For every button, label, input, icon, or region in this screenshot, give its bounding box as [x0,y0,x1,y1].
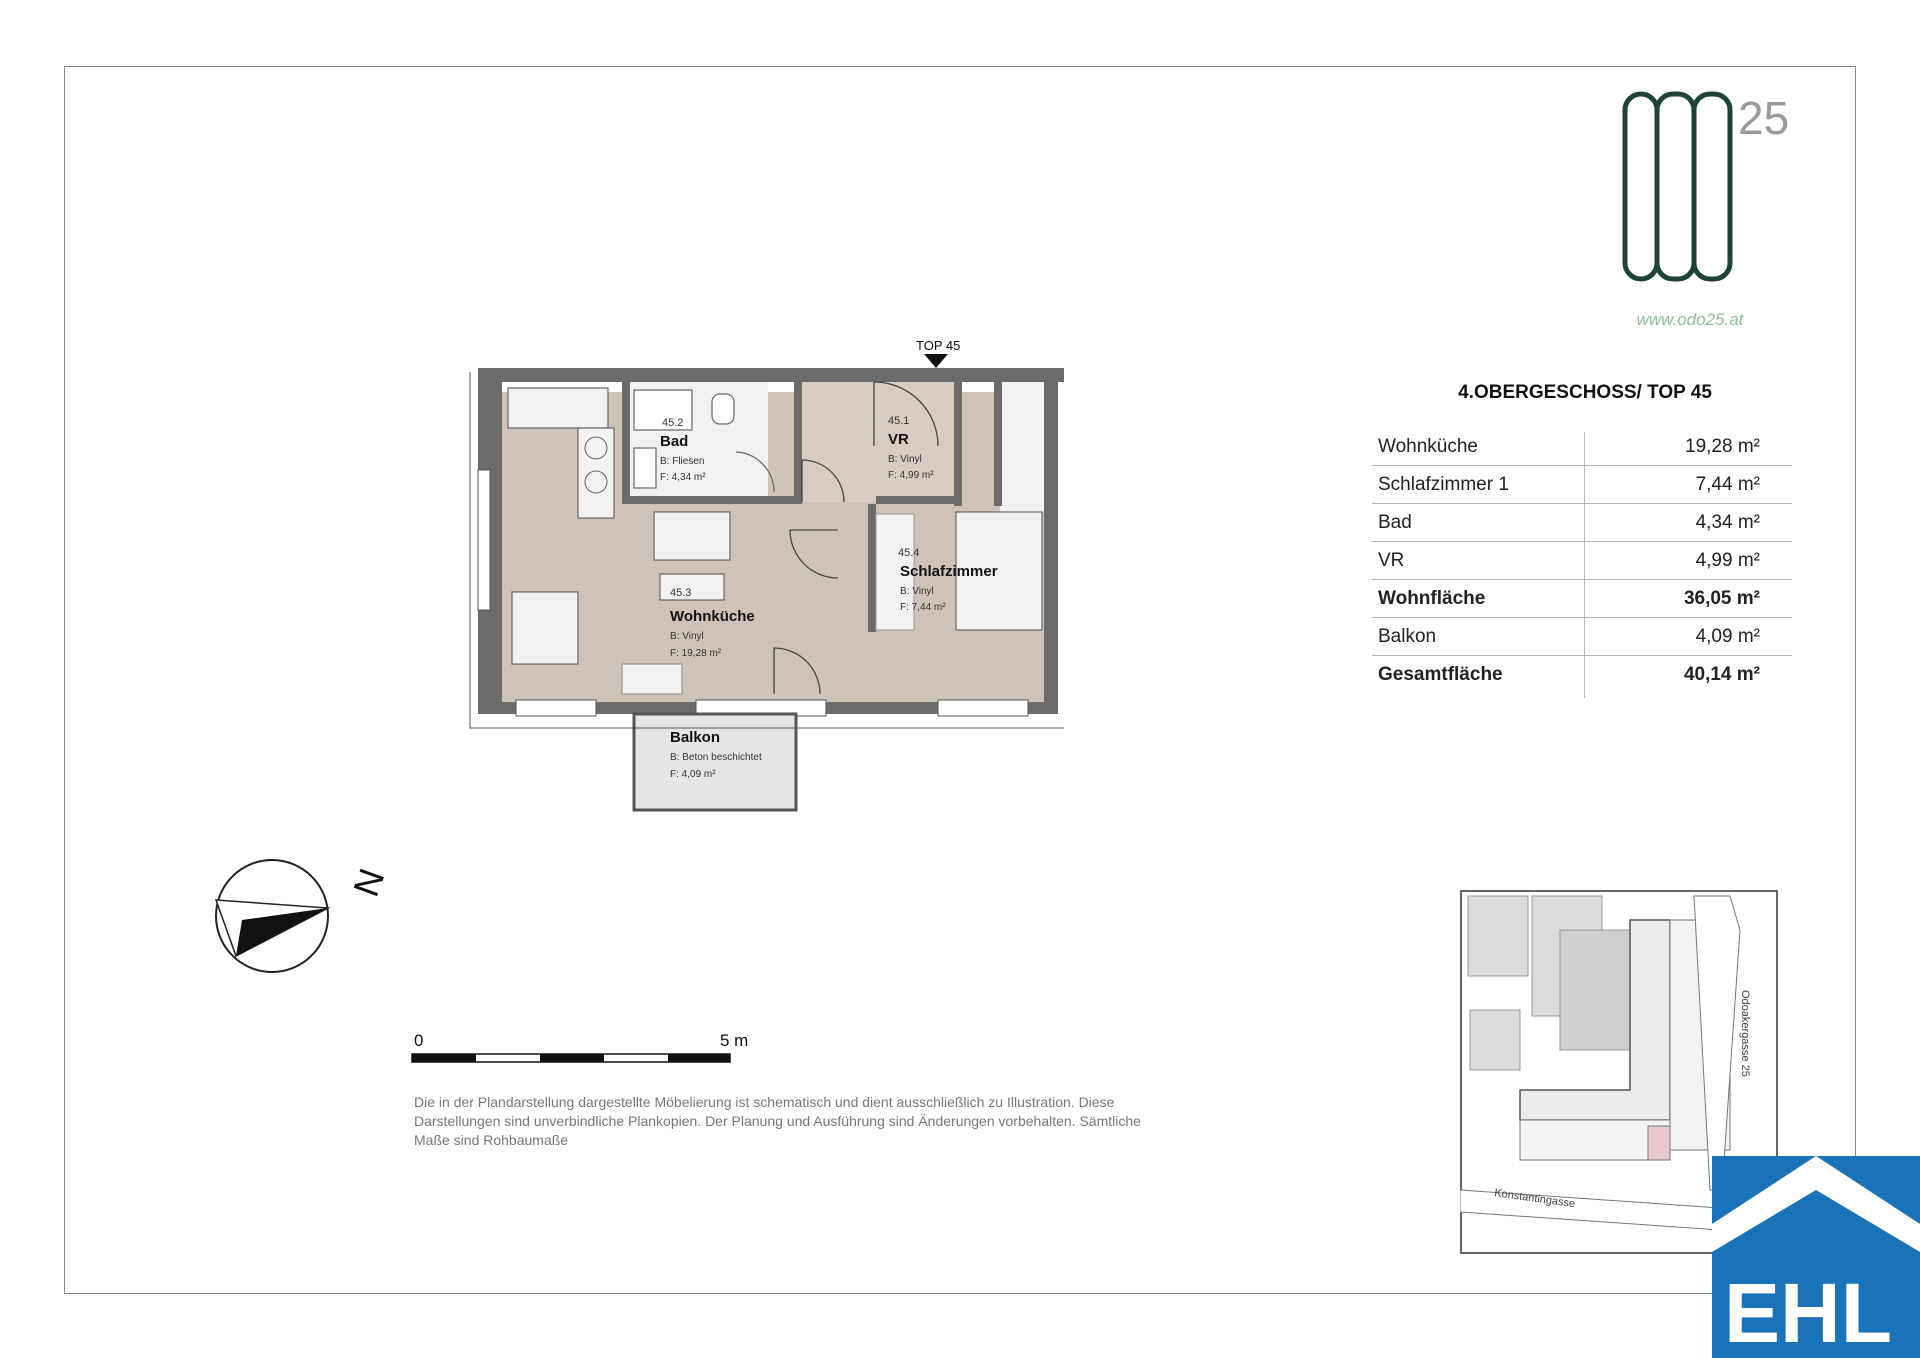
room-area: F: 4,99 m² [888,470,934,481]
room-floor: B: Vinyl [670,631,704,642]
page-title: 4.OBERGESCHOSS/ TOP 45 [1458,382,1712,403]
disclaimer-text: Die in der Plandarstellung dargestellte Möbelierung ist schematisch und dient ausschließlich zu Illustration. Diese Darstellungen sind unverbindliche Plankopien. Der Planung und Ausführung sind Änderungen vorbehalten. Sämtliche Maße sind Rohbaumaße [414,1094,1141,1148]
room-area: F: 4,34 m² [660,472,706,483]
area-value: 36,05 m² [1683,588,1760,609]
area-value: 4,34 m² [1695,512,1760,533]
room-name: VR [888,431,909,448]
street-name: Konstantingasse [1493,1187,1576,1211]
table-divider [1584,432,1585,698]
room-name: Bad [660,433,689,450]
area-name: Schlafzimmer 1 [1378,474,1509,495]
room-area: F: 19,28 m² [670,648,722,659]
area-name: Gesamtfläche [1378,664,1503,685]
room-area: F: 4,09 m² [670,769,716,780]
area-value: 40,14 m² [1683,664,1760,685]
area-value: 19,28 m² [1685,436,1760,457]
room-number: 45.3 [670,587,692,599]
room-number: 45.2 [662,417,684,429]
area-row [1372,428,1792,466]
room-number: 45.1 [888,415,910,427]
area-name: Bad [1378,512,1412,533]
odo25-logo [1620,84,1820,294]
compass [210,850,400,980]
room-area: F: 7,44 m² [900,602,946,613]
scale-bar [408,1028,768,1068]
area-value: 4,09 m² [1695,626,1760,647]
area-value: 4,99 m² [1695,550,1760,571]
north-label: N [344,863,393,902]
room-name: Balkon [670,729,721,746]
area-name: Wohnfläche [1378,588,1486,609]
room-floor: B: Vinyl [888,454,922,465]
area-name: VR [1378,550,1405,571]
brand-name: EHL [1724,1266,1892,1358]
scale-end: 5 m [720,1031,749,1050]
area-row [1372,504,1792,542]
room-floor: B: Fliesen [660,456,705,467]
area-table [1372,428,1792,693]
scale-start: 0 [414,1031,424,1050]
street-name: Odoakergasse 25 [1739,990,1751,1077]
area-row-total [1372,580,1792,618]
room-floor: B: Beton beschichtet [670,752,762,763]
entry-label: TOP 45 [916,338,961,353]
area-row [1372,542,1792,580]
logo-url[interactable]: www.odo25.at [1636,310,1744,329]
logo-number: 25 [1738,92,1790,144]
floor-plan [464,330,1064,820]
area-name: Balkon [1378,626,1437,647]
area-row [1372,466,1792,504]
area-value: 7,44 m² [1695,474,1760,495]
room-name: Wohnküche [670,608,755,625]
area-name: Wohnküche [1378,436,1478,457]
area-row-grand-total [1372,656,1792,693]
room-name: Schlafzimmer [900,563,998,580]
room-number: 45.4 [898,547,920,559]
area-row [1372,618,1792,656]
room-floor: B: Vinyl [900,586,934,597]
ehl-logo [1712,1156,1920,1358]
